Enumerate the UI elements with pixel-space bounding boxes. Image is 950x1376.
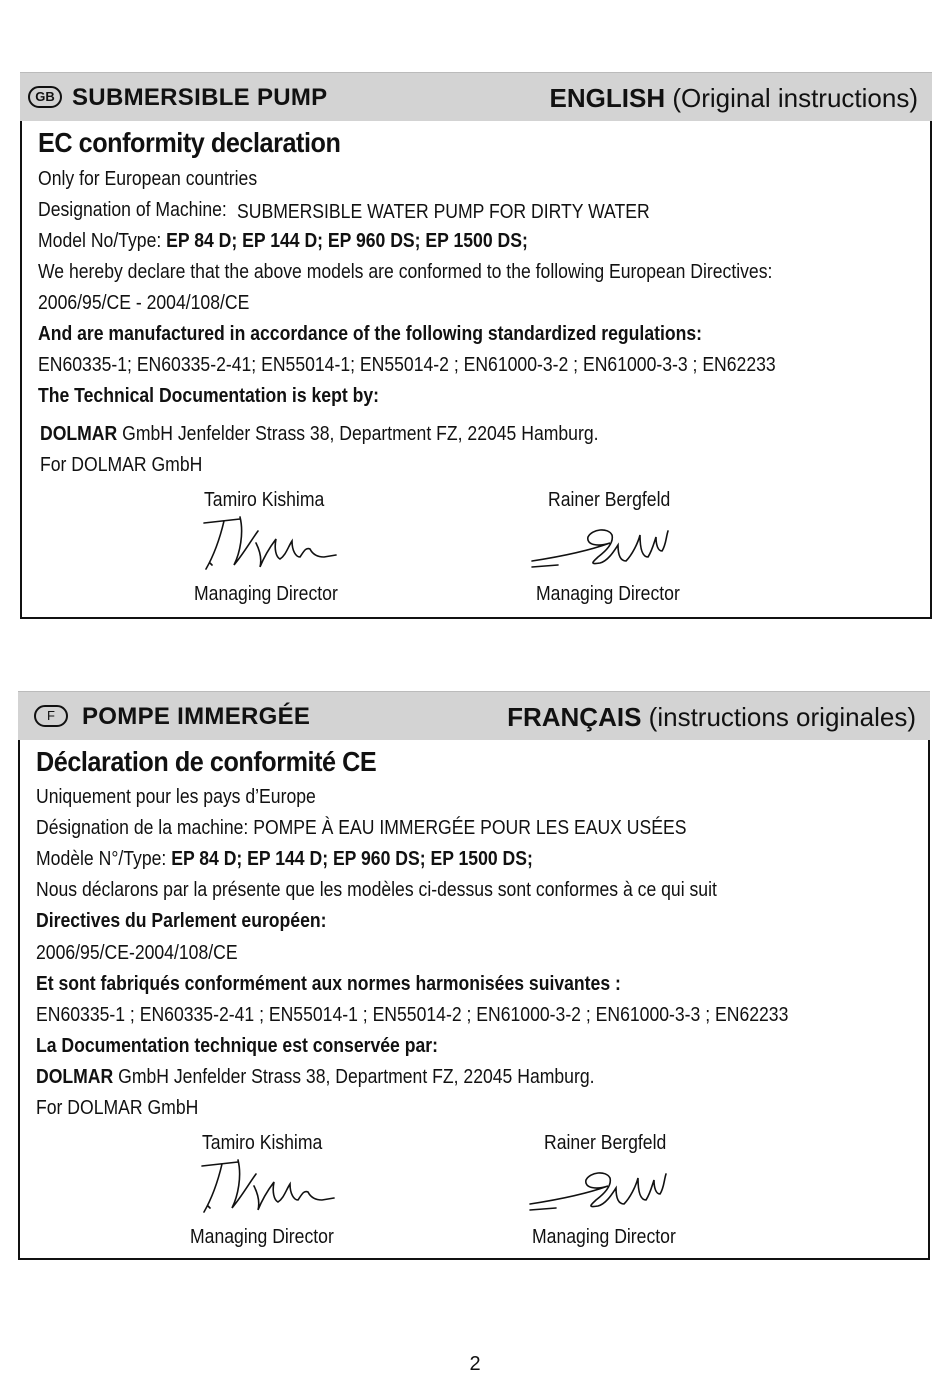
for-company-text: For DOLMAR GmbH: [36, 1097, 199, 1119]
designation-value: SUBMERSIBLE WATER PUMP FOR DIRTY WATER: [237, 201, 650, 223]
manufactured-heading: And are manufactured in accordance of the following standardized regulations:: [38, 323, 703, 345]
signer2-name: Rainer Bergfeld: [548, 489, 671, 511]
tech-doc-heading: The Technical Documentation is kept by:: [38, 385, 379, 407]
company-name: DOLMAR: [40, 423, 118, 445]
declare-text: We hereby declare that the above models are conformed to the following European Directives:: [38, 261, 773, 283]
product-title: POMPE IMMERGÉE: [82, 703, 311, 730]
signer1-role: Managing Director: [190, 1226, 334, 1248]
company-address: GmbH Jenfelder Strass 38, Department FZ, 22045 Hamburg.: [122, 423, 599, 445]
model-value: EP 84 D; EP 144 D; EP 960 DS; EP 1500 DS;: [166, 230, 528, 252]
language-note: (Original instructions): [672, 83, 918, 113]
signature-bergfeld: [528, 521, 678, 571]
language-note: (instructions originales): [648, 702, 916, 732]
designation-value: POMPE À EAU IMMERGÉE POUR LES EAUX USÉES: [253, 817, 687, 839]
model-value: EP 84 D; EP 144 D; EP 960 DS; EP 1500 DS;: [171, 848, 533, 870]
only-for-text: Uniquement pour les pays d’Europe: [36, 786, 316, 808]
language-name: ENGLISH: [549, 83, 666, 113]
designation-label: Designation of Machine:: [38, 199, 227, 221]
company-line: [40, 423, 599, 446]
section-header: [20, 72, 932, 121]
language-label: [550, 83, 918, 114]
declaration-box: [20, 121, 932, 619]
model-line: [38, 230, 528, 253]
signature-kishima: [200, 513, 340, 573]
company-name: DOLMAR: [36, 1066, 114, 1088]
designation-line: [38, 199, 650, 222]
language-label: [507, 702, 916, 733]
country-badge: GB: [28, 86, 62, 108]
french-declaration-section: [18, 691, 930, 1260]
signer2-role: Managing Director: [536, 583, 680, 605]
declare-text: Nous déclarons par la présente que les modèles ci-dessus sont conformes à ce qui suit: [36, 879, 717, 901]
signature-kishima: [198, 1156, 338, 1216]
english-declaration-section: [20, 72, 932, 619]
directives-text: 2006/95/CE-2004/108/CE: [36, 942, 238, 964]
company-line: [36, 1066, 595, 1089]
product-title: SUBMERSIBLE PUMP: [72, 84, 328, 111]
model-label: Modèle N°/Type:: [36, 848, 167, 870]
company-address: GmbH Jenfelder Strass 38, Department FZ, 22045 Hamburg.: [118, 1066, 595, 1088]
signer1-role: Managing Director: [194, 583, 338, 605]
signer1-name: Tamiro Kishima: [202, 1132, 323, 1154]
signature-bergfeld: [526, 1164, 676, 1214]
designation-line: [36, 817, 686, 840]
model-line: [36, 848, 533, 871]
declaration-title: EC conformity declaration: [38, 127, 341, 158]
country-badge: F: [34, 705, 68, 727]
manufactured-heading: Et sont fabriqués conformément aux normes harmonisées suivantes :: [36, 973, 621, 995]
language-name: FRANÇAIS: [507, 702, 642, 732]
standards-text: EN60335-1; EN60335-2-41; EN55014-1; EN55014-2 ; EN61000-3-2 ; EN61000-3-3 ; EN62233: [38, 354, 776, 376]
directives-heading: Directives du Parlement européen:: [36, 910, 327, 932]
page-number: 2: [469, 1353, 481, 1375]
directives-text: 2006/95/CE - 2004/108/CE: [38, 292, 250, 314]
signer2-name: Rainer Bergfeld: [544, 1132, 667, 1154]
standards-text: EN60335-1 ; EN60335-2-41 ; EN55014-1 ; EN55014-2 ; EN61000-3-2 ; EN61000-3-3 ; EN62233: [36, 1004, 789, 1026]
only-for-text: Only for European countries: [38, 168, 258, 190]
model-label: Model No/Type:: [38, 230, 162, 252]
signer1-name: Tamiro Kishima: [204, 489, 325, 511]
signer2-role: Managing Director: [532, 1226, 676, 1248]
for-company-text: For DOLMAR GmbH: [40, 454, 203, 476]
designation-label: Désignation de la machine:: [36, 817, 249, 839]
declaration-title: Déclaration de conformité CE: [36, 746, 377, 777]
section-header: [18, 691, 930, 740]
tech-doc-heading: La Documentation technique est conservée par:: [36, 1035, 438, 1057]
declaration-box: [18, 740, 930, 1260]
